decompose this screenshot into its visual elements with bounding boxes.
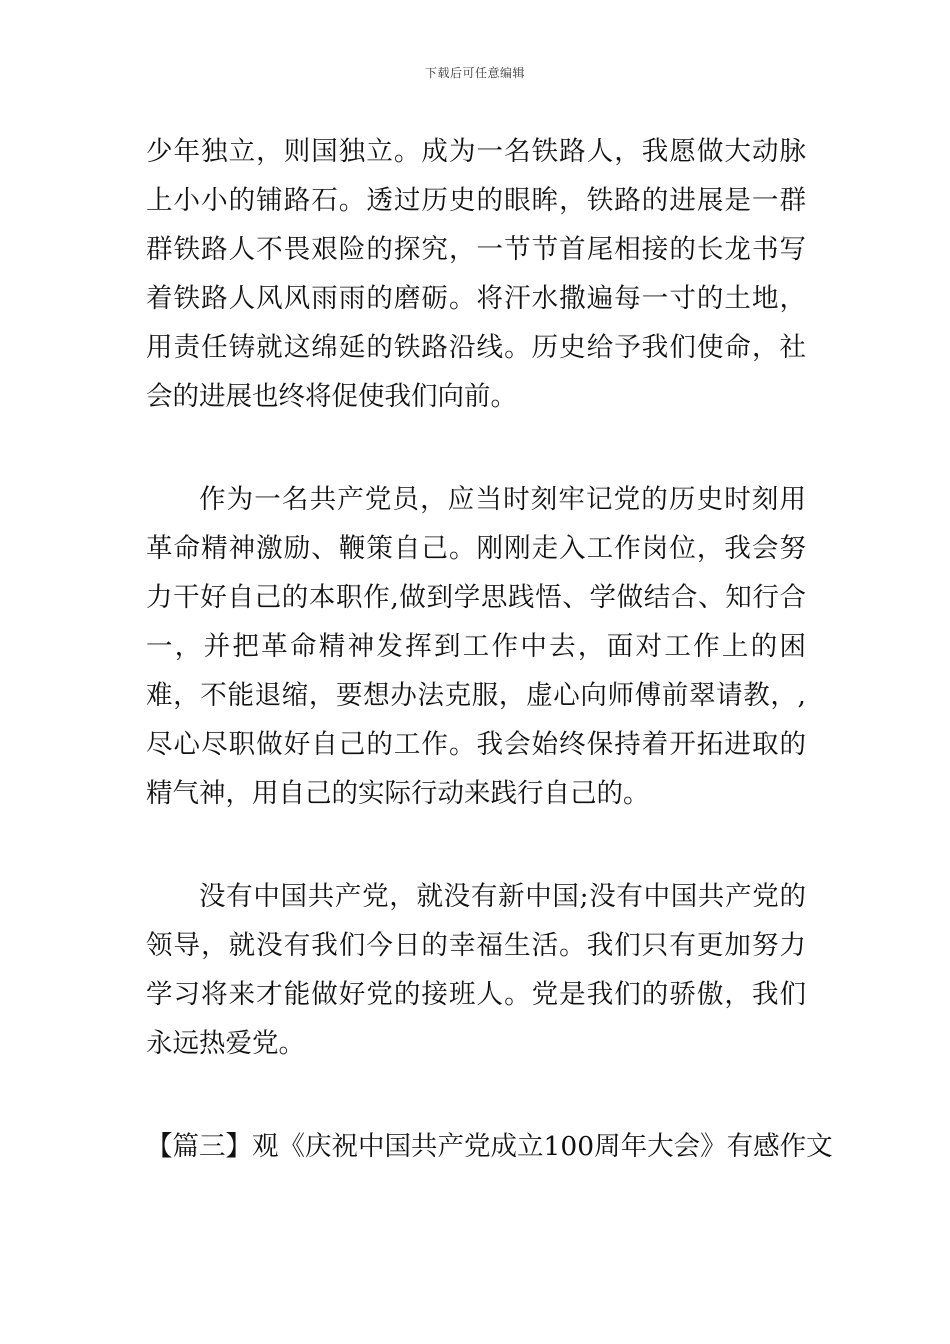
section-title: 【篇三】观《庆祝中国共产党成立100周年大会》有感作文 (146, 1131, 833, 1162)
paragraph-1: 少年独立，则国独立。成为一名铁路人，我愿做大动脉上小小的铺路石。透过历史的眼眸，铁路的进展是一群群铁路人不畏艰险的探究，一节节首尾相接的长龙书写着铁路人风风雨雨的磨砺。将汗水撒遍每一寸的土地，用责任铸就这绵延的铁路沿线。历史给予我们使命，社会的进展也终将促使我们向前。 (146, 136, 806, 412)
paragraph-2: 作为一名共产党员，应当时刻牢记党的历史时刻用革命精神激励、鞭策自己。刚刚走入工作岗位，我会努力干好自己的本职作,做到学思践悟、学做结合、知行合一，并把革命精神发挥到工作中去，面对工作上的困难，不能退缩，要想办法克服，虚心向师傅前翠请教，,尽心尽职做好自己的工作。我会始终保持着开拓进取的精气神，用自己的实际行动来践行自己的。 (146, 484, 806, 809)
header-note: 下载后可任意编辑 (424, 66, 525, 80)
paragraph-3: 没有中国共产党，就没有新中国;没有中国共产党的领导，就没有我们今日的幸福生活。我们只有更加努力学习将来才能做好党的接班人。党是我们的骄傲，我们永远热爱党。 (146, 881, 806, 1059)
